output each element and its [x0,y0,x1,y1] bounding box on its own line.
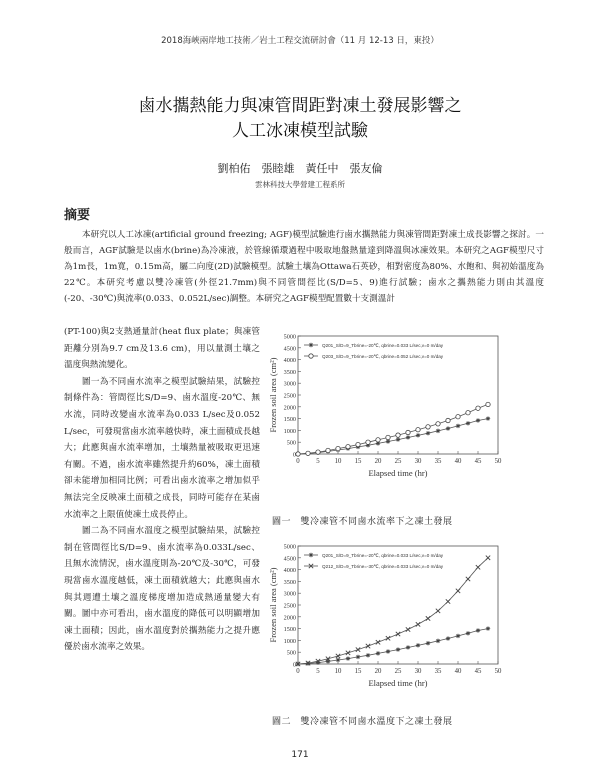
x-tick-label: 30 [414,458,422,465]
data-point [476,406,480,410]
data-point [486,416,490,420]
y-tick-label: 4500 [283,555,296,563]
data-point [486,556,490,560]
abstract-paragraph-1-cont: (PT-100)與2支熱通量計(heat flux plate；與凍管距離分別為9.7 cm及13.6 cm)，用以量測土壤之溫度與熱流變化。 [64,327,260,371]
data-point [436,639,440,643]
x-tick-label: 50 [494,668,502,675]
affiliation: 雲林科技大學營建工程系所 [255,180,345,189]
data-point [336,658,340,662]
x-tick-label: 0 [296,458,300,465]
authors: 劉柏佑 張睦雄 黃任中 張友倫 [217,162,383,175]
y-tick-label: 3000 [283,380,296,388]
data-point [416,427,420,431]
y-tick-label: 4500 [283,345,296,353]
legend-label: Q203_S/D=9_Tbrine=-20℃, qbrine=0.052 L/sec,v=0 m/day [322,354,444,359]
data-point [446,636,450,640]
legend-label: Q201_S/D=9_Tbrine=-20℃, qbrine=0.033 L/sec,v=0 m/day [322,343,444,348]
x-tick-label: 50 [494,458,502,465]
abstract-left-column [64,324,260,656]
data-point [366,440,370,444]
conference-header: 2018海峽兩岸地工技術／岩土工程交流研討會（11 月 12-13 日，東投） [161,36,439,46]
data-point [456,424,460,428]
data-point [306,451,310,455]
series-1 [296,626,490,666]
data-point [416,622,420,626]
y-axis-label: Frozen soil area (cm²) [268,357,278,433]
page-number: 171 [291,750,309,760]
y-tick-label: 2500 [283,392,296,400]
abstract-paragraph-3: 圖二為不同鹵水溫度之模型試驗結果，試驗控制在管間徑比S/D=9、鹵水流率為0.033L/sec、且無水流情況，鹵水溫度則為-20℃及-30℃，可發現當鹵水溫度越低，凍土面積就越大；此應與鹵水與其週遭土壤之溫度梯度增加造成熱通量變大有關。圖中亦可看出，鹵水溫度的降低可以明顯增加凍土面積；因此，鹵水溫度對於攜熱能力之提升應優於鹵水流率之效果。 [64,526,260,653]
x-tick-label: 0 [296,668,300,675]
data-point [346,656,350,660]
data-point [376,640,380,644]
data-point [376,651,380,655]
data-point [396,632,400,636]
figure-1-caption: 圖一 雙冷凍管不同鹵水流率下之凍土發展 [272,517,453,527]
figure-2 [266,540,506,690]
x-tick-label: 30 [414,668,422,675]
data-point [426,431,430,435]
x-tick-label: 25 [394,458,402,465]
series-line [298,558,488,664]
title-line-1: 鹵水攜熱能力與凍管間距對凍土發展影響之 [138,96,462,116]
legend-label: Q201_S/D=9_Tbrine=-20℃, qbrine=0.033 L/sec,v=0 m/day [322,553,444,558]
data-point [346,651,350,655]
data-point [396,647,400,651]
y-tick-label: 1000 [283,427,296,435]
data-point [466,411,470,415]
y-tick-label: 2000 [283,404,296,412]
data-point [456,634,460,638]
data-point [456,415,460,419]
data-point [446,599,450,603]
data-point [406,430,410,434]
y-tick-label: 1500 [283,416,296,424]
data-point [406,435,410,439]
data-point [456,589,460,593]
x-tick-label: 40 [454,668,462,675]
x-tick-label: 15 [354,458,362,465]
x-axis-label: Elapsed time (hr) [368,678,428,688]
data-point [466,577,470,581]
data-point [366,653,370,657]
figure-1-chart [266,330,506,480]
series-line [298,404,488,454]
x-axis-label: Elapsed time (hr) [368,468,428,478]
paper-title [0,94,600,144]
figure-2-chart [266,540,506,690]
data-point [426,425,430,429]
data-point [396,433,400,437]
legend-marker [309,343,313,347]
x-tick-label: 15 [354,668,362,675]
data-point [386,435,390,439]
y-tick-label: 4000 [283,567,296,575]
data-point [446,418,450,422]
y-axis-label: Frozen soil area (cm²) [268,567,278,643]
data-point [326,448,330,452]
y-tick-label: 5000 [283,543,296,551]
abstract-heading: 摘要 [64,208,91,223]
legend [304,343,444,359]
x-tick-label: 35 [434,458,442,465]
data-point [426,641,430,645]
figure-1 [266,330,506,480]
legend [304,553,444,569]
abstract-paragraph-2: 圖一為不同鹵水流率之模型試驗結果，試驗控制條件為：管間徑比S/D=9、鹵水溫度-20℃、無水流，同時改變鹵水流率為0.033 L/sec及0.052 L/sec，可發現當鹵水流率越快時，凍土面積成長越大；此應與鹵水流率增加，土壤熱量被吸取更迅速有關。不過，鹵水流率雖然提升約60%，凍土面積卻未能增加相同比例；可看出鹵水流率之增加似乎無法完全反映凍土面積之成長，同時可能存在某鹵水流率之上限值使凍土成長停止。 [64,376,260,520]
y-tick-label: 3000 [283,590,296,598]
data-point [356,655,360,659]
data-point [336,654,340,658]
legend-marker [309,553,313,557]
y-tick-label: 500 [286,649,296,657]
abstract-full-width [64,227,544,307]
x-tick-label: 40 [454,458,462,465]
x-tick-label: 20 [374,668,382,675]
data-point [416,433,420,437]
y-tick-label: 2000 [283,614,296,622]
data-point [476,628,480,632]
y-tick-label: 0 [292,661,296,669]
series-2 [296,402,490,456]
x-tick-label: 45 [474,458,482,465]
data-point [396,437,400,441]
series-2 [296,556,490,667]
y-tick-label: 5000 [283,333,296,341]
data-point [426,616,430,620]
y-tick-label: 3500 [283,578,296,586]
data-point [446,426,450,430]
data-point [436,609,440,613]
x-tick-label: 5 [316,458,320,465]
data-point [406,627,410,631]
data-point [316,450,320,454]
title-line-2: 人工冰凍模型試驗 [232,121,368,141]
data-point [356,647,360,651]
data-point [476,565,480,569]
y-tick-label: 500 [286,439,296,447]
data-point [376,438,380,442]
x-tick-label: 10 [334,458,342,465]
figure-2-caption: 圖二 雙冷凍管不同鹵水溫度下之凍土發展 [272,717,453,727]
x-tick-label: 25 [394,668,402,675]
data-point [366,644,370,648]
y-tick-label: 2500 [283,602,296,610]
legend-marker [309,354,313,358]
y-tick-label: 4000 [283,357,296,365]
data-point [416,643,420,647]
x-tick-label: 5 [316,668,320,675]
series-line [298,629,488,664]
data-point [476,418,480,422]
abstract-paragraph-1: 本研究以人工冰凍(artificial ground freezing; AGF)模型試驗進行鹵水攜熱能力與凍管間距對凍土成長影響之探討。一般而言，AGF試驗是以鹵水(brine)為冷凍液，於管線循環過程中吸取地盤熱量達到降溫與冰凍效果。本研究之AGF模型尺寸為1m長，1m寬，0.15m高，屬二向度(2D)試驗模型。試驗土壤為Ottawa石英砂，相對密度為80%、水飽和、與初始溫度為22℃。本研究考慮以雙冷凍管(外徑21.7mm)與不同管間徑比(S/D=5、9)進行試驗；鹵水之攜熱能力則由其溫度(-20、-30℃)與流率(0.033、0.052L/sec)調整。本研究之AGF模型配置數十支測溫計 [64,230,544,305]
y-tick-label: 0 [292,451,296,459]
data-point [356,442,360,446]
x-tick-label: 35 [434,668,442,675]
data-point [296,452,300,456]
legend-label: Q212_S/D=9_Tbrine=-30℃, qbrine=0.033 L/sec,v=0 m/day [322,564,444,569]
data-point [486,402,490,406]
data-point [346,444,350,448]
y-tick-label: 3500 [283,368,296,376]
data-point [436,422,440,426]
data-point [436,429,440,433]
y-tick-label: 1500 [283,626,296,634]
y-tick-label: 1000 [283,637,296,645]
data-point [336,446,340,450]
x-tick-label: 10 [334,668,342,675]
data-point [386,649,390,653]
x-tick-label: 20 [374,458,382,465]
data-point [466,421,470,425]
data-point [466,631,470,635]
x-tick-label: 45 [474,668,482,675]
data-point [386,636,390,640]
data-point [486,626,490,630]
data-point [406,645,410,649]
